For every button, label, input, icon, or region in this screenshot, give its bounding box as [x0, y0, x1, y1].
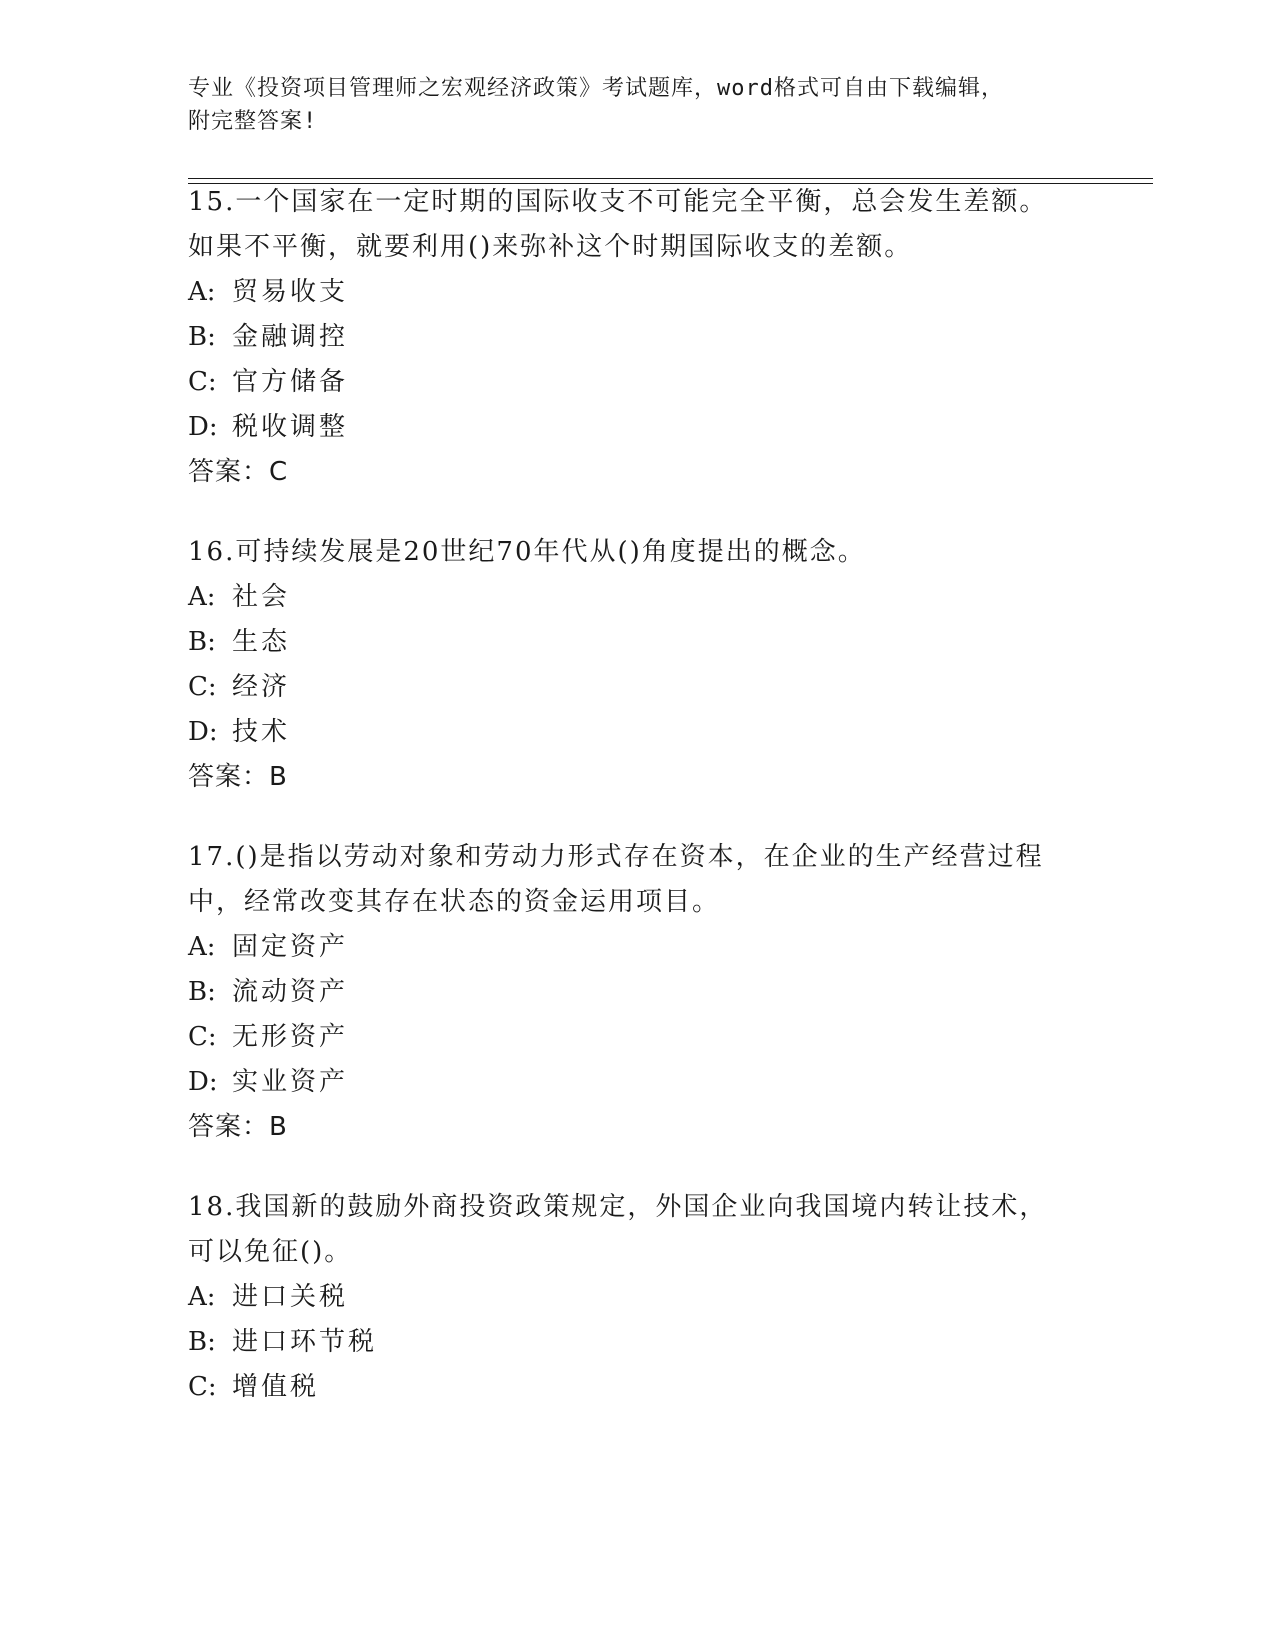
option-text: 技术 [232, 717, 291, 747]
option-letter: B: [188, 322, 216, 352]
option-text: 经济 [232, 672, 291, 702]
option-b [188, 315, 1128, 360]
question-17 [188, 835, 1128, 1150]
option-letter: D: [188, 717, 218, 747]
option-text: 实业资产 [232, 1067, 349, 1097]
answer-line: 答案：C [188, 457, 289, 487]
option-c [188, 360, 1128, 405]
option-a [188, 925, 1128, 970]
option-letter: C: [188, 672, 217, 702]
option-text: 流动资产 [232, 977, 349, 1007]
option-text: 金融调控 [232, 322, 349, 352]
question-stem-line: 15.一个国家在一定时期的国际收支不可能完全平衡，总会发生差额。 [188, 187, 1048, 217]
option-b [188, 970, 1128, 1015]
option-text: 无形资产 [232, 1022, 349, 1052]
option-text: 税收调整 [232, 412, 349, 442]
question-stem-line: 16.可持续发展是20世纪70年代从()角度提出的概念。 [188, 537, 866, 567]
option-a [188, 575, 1128, 620]
option-letter: B: [188, 627, 216, 657]
option-c [188, 1365, 1128, 1410]
question-15 [188, 180, 1128, 495]
option-letter: B: [188, 1327, 216, 1357]
option-letter: A: [188, 932, 216, 962]
option-letter: C: [188, 1022, 217, 1052]
option-d [188, 710, 1128, 755]
header-line-1: 专业《投资项目管理师之宏观经济政策》考试题库，word格式可自由下载编辑， [188, 76, 1004, 101]
question-stem-line: 18.我国新的鼓励外商投资政策规定，外国企业向我国境内转让技术， [188, 1192, 1048, 1222]
option-letter: C: [188, 1372, 217, 1402]
option-letter: A: [188, 582, 216, 612]
option-b [188, 620, 1128, 665]
option-d [188, 405, 1128, 450]
option-letter: A: [188, 277, 216, 307]
option-text: 官方储备 [232, 367, 349, 397]
answer-line: 答案：B [188, 1112, 288, 1142]
option-text: 生态 [232, 627, 291, 657]
header-divider-top [188, 178, 1153, 179]
option-letter: C: [188, 367, 217, 397]
option-letter: D: [188, 1067, 218, 1097]
header-line-2: 附完整答案! [188, 109, 318, 134]
option-a [188, 270, 1128, 315]
option-text: 增值税 [232, 1372, 320, 1402]
option-c [188, 665, 1128, 710]
option-d [188, 1060, 1128, 1105]
question-stem-line: 如果不平衡，就要利用()来弥补这个时期国际收支的差额。 [188, 232, 913, 262]
option-text: 进口环节税 [232, 1327, 378, 1357]
option-letter: B: [188, 977, 216, 1007]
option-text: 进口关税 [232, 1282, 349, 1312]
question-stem-line: 中，经常改变其存在状态的资金运用项目。 [188, 887, 721, 917]
option-text: 贸易收支 [232, 277, 349, 307]
option-b [188, 1320, 1128, 1365]
option-text: 社会 [232, 582, 291, 612]
option-letter: D: [188, 412, 218, 442]
option-c [188, 1015, 1128, 1060]
question-stem-line: 17.()是指以劳动对象和劳动力形式存在资本，在企业的生产经营过程 [188, 842, 1044, 872]
question-18 [188, 1185, 1128, 1410]
question-stem-line: 可以免征()。 [188, 1237, 353, 1267]
document-header [188, 72, 1088, 138]
question-16 [188, 530, 1128, 800]
option-text: 固定资产 [232, 932, 349, 962]
option-letter: A: [188, 1282, 216, 1312]
answer-line: 答案：B [188, 762, 288, 792]
option-a [188, 1275, 1128, 1320]
